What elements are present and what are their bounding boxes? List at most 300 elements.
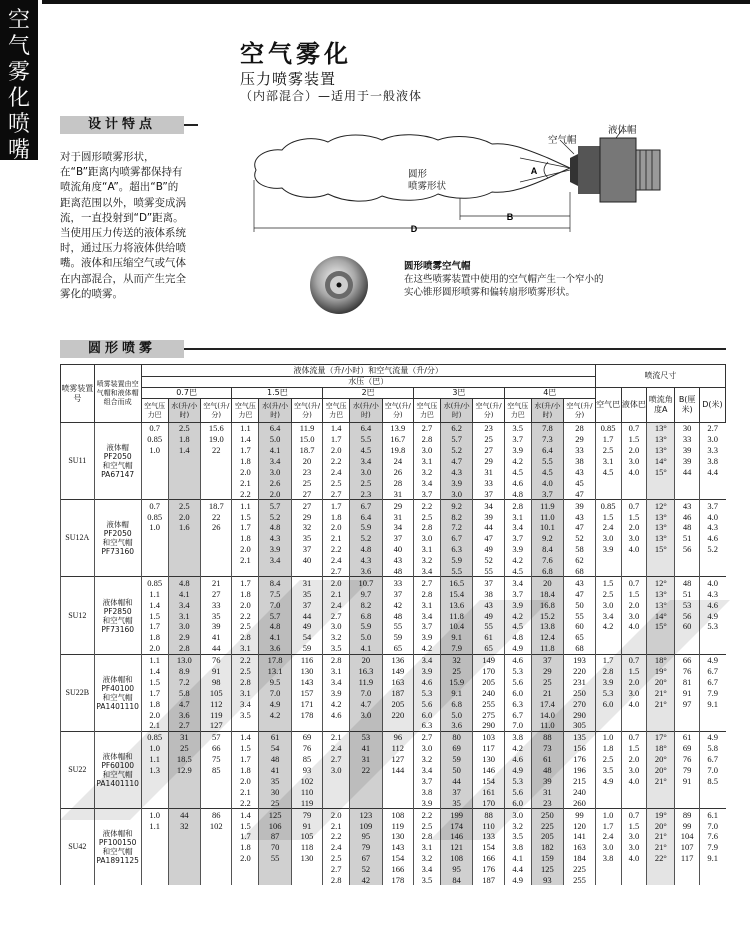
table-row [61,797,726,808]
combo-line: 和空气帽 [102,770,133,780]
cell-p3-airflow: 43 [473,599,504,610]
cell-p3-water: 121 [440,842,473,853]
cell-dim-b: 30 [675,423,700,434]
cell-dim-d [699,488,725,499]
cell-p2-air: 3.2 [323,632,350,643]
cell-p4-water: 20 [531,577,564,588]
cell-p4-air: 3.5 [504,423,531,434]
cell-p15-airflow: 130 [291,666,322,677]
cell-p07-water [168,555,201,566]
cell-dim-b: 99 [675,820,700,831]
cell-p3-water: 5.9 [440,555,473,566]
combo-line: 液体帽和 [102,674,133,684]
combo-description [94,809,141,886]
cell-p3-air: 3.0 [414,445,441,456]
cell-dim-air: 3.0 [595,533,621,544]
cell-p07-water: 18.5 [168,754,201,765]
cell-dim-d: 6.1 [699,809,725,820]
cell-p2-air: 2.1 [323,588,350,599]
cell-p07-water: 1.8 [168,434,201,445]
cell-p3-airflow: 205 [473,676,504,687]
cell-dim-liquid: 1.5 [621,666,647,677]
cell-p07-air: 0.7 [141,423,168,434]
cell-dim-b: 97 [675,698,700,709]
cell-p4-water: 7.3 [531,434,564,445]
cell-p3-water: 8.2 [440,511,473,522]
cell-p07-air: 0.85 [141,434,168,445]
cell-dim-air: 0.85 [595,423,621,434]
cell-p15-airflow: 11.9 [291,423,322,434]
cell-dim-d: 4.3 [699,588,725,599]
cell-p07-airflow [201,864,232,875]
cell-p2-airflow: 154 [382,853,413,864]
cell-p4-airflow: 29 [564,434,596,445]
cell-p2-air: 1.8 [323,511,350,522]
cell-dim-angle [647,709,675,720]
cell-dim-d: 6.7 [699,676,725,687]
cell-p4-air: 3.7 [504,533,531,544]
table-row [61,599,726,610]
combo-line: 液体帽 [106,520,129,530]
table-row [61,544,726,555]
cell-p15-air: 2.1 [232,555,259,566]
table-row [61,731,726,742]
combo-line: PA1401110 [96,701,139,711]
cell-p07-airflow: 26 [201,522,232,533]
cell-p3-airflow: 55 [473,621,504,632]
cell-p07-air: 1.0 [141,809,168,820]
table-group [61,809,726,886]
table-row [61,786,726,797]
cell-p3-airflow: 149 [473,654,504,665]
cell-p4-water: 8.4 [531,544,564,555]
cell-p3-airflow: 255 [473,698,504,709]
cell-p07-airflow [201,555,232,566]
combo-line: PF60100 [101,761,135,771]
cell-p4-air: 3.7 [504,588,531,599]
cell-p3-air: 3.2 [414,754,441,765]
cell-p4-airflow: 28 [564,423,596,434]
cell-p15-airflow: 18.7 [291,445,322,456]
cell-p3-airflow: 275 [473,709,504,720]
cell-dim-b: 117 [675,853,700,864]
cell-p4-airflow: 33 [564,445,596,456]
cell-p2-airflow: 13.9 [382,423,413,434]
cell-p3-airflow: 44 [473,522,504,533]
cell-p2-airflow: 130 [382,831,413,842]
cell-p2-airflow: 37 [382,588,413,599]
cell-p2-airflow: 40 [382,544,413,555]
subheader-air-flow-1: 空气(升/分) [291,399,322,423]
cell-p4-air: 5.3 [504,776,531,787]
cell-p15-airflow: 15.0 [291,434,322,445]
cell-p15-air: 1.1 [232,423,259,434]
cell-p4-air: 3.1 [504,511,531,522]
cell-p2-water: 123 [350,809,383,820]
cell-dim-b [675,477,700,488]
subheader-air-flow-0: 空气(升/分) [201,399,232,423]
combo-line: PF73160 [101,547,135,557]
cell-p2-airflow: 42 [382,599,413,610]
cell-p15-air: 2.2 [232,488,259,499]
label-a: A [530,166,538,176]
combo-line: 液体帽和 [102,752,133,762]
cell-p3-air: 2.7 [414,423,441,434]
cell-p4-airflow: 55 [564,610,596,621]
cell-p3-airflow: 65 [473,643,504,654]
cell-p2-air: 3.0 [323,765,350,776]
cell-p07-air: 0.85 [141,731,168,742]
cell-p2-water: 53 [350,731,383,742]
table-group [61,577,726,654]
cell-p2-airflow: 220 [382,709,413,720]
cell-dim-angle: 12° [647,500,675,511]
cell-p07-airflow: 39 [201,621,232,632]
cell-p07-airflow [201,488,232,499]
cell-dim-d [699,555,725,566]
cell-p07-airflow: 41 [201,632,232,643]
cell-p15-water: 5.7 [259,610,292,621]
cell-dim-liquid: 1.5 [621,588,647,599]
cell-p07-air: 1.0 [141,743,168,754]
table-row [61,842,726,853]
cell-dim-air: 3.9 [595,544,621,555]
cell-p3-water: 9.1 [440,632,473,643]
cell-p15-air: 2.8 [232,676,259,687]
table-row [61,467,726,478]
combo-line: PA67147 [101,470,135,480]
cell-p2-water: 8.2 [350,599,383,610]
cell-dim-air [595,477,621,488]
cell-p15-water [259,566,292,577]
cell-p4-airflow: 43 [564,467,596,478]
cell-p2-air: 2.7 [323,864,350,875]
cell-p4-airflow: 196 [564,765,596,776]
cell-p4-air: 4.2 [504,743,531,754]
cell-dim-d: 7.0 [699,820,725,831]
cell-p2-air: 2.5 [323,477,350,488]
cell-p07-air [141,853,168,864]
cell-p15-airflow: 130 [291,853,322,864]
cell-p3-airflow: 49 [473,544,504,555]
cell-p15-air: 1.7 [232,577,259,588]
combo-description [94,500,141,577]
cell-dim-b: 39 [675,456,700,467]
cell-p2-air: 2.2 [323,544,350,555]
cell-p2-airflow [382,786,413,797]
cell-p07-water: 5.8 [168,687,201,698]
cell-dim-angle [647,643,675,654]
cell-p15-air: 1.8 [232,588,259,599]
cell-p15-air: 1.7 [232,445,259,456]
cell-p2-airflow: 31 [382,511,413,522]
cell-p4-water: 31 [531,786,564,797]
combo-description [94,577,141,654]
cell-p2-airflow: 43 [382,555,413,566]
cell-dim-air: 4.2 [595,621,621,632]
cell-p3-air: 3.4 [414,610,441,621]
cell-dim-liquid [621,864,647,875]
cell-dim-angle: 20° [647,765,675,776]
cell-p15-airflow: 118 [291,842,322,853]
cell-p2-airflow: 26 [382,467,413,478]
cell-dim-d: 3.0 [699,434,725,445]
cell-p07-airflow: 105 [201,687,232,698]
cell-dim-b [675,786,700,797]
cell-p07-airflow: 22 [201,445,232,456]
cell-dim-b: 81 [675,676,700,687]
cell-p15-air: 2.8 [232,632,259,643]
cell-p3-water: 108 [440,853,473,864]
cell-p4-water: 93 [531,875,564,886]
cell-p2-water: 41 [350,743,383,754]
cell-dim-angle [647,566,675,577]
cell-p4-air: 4.6 [504,754,531,765]
cell-p3-airflow: 170 [473,666,504,677]
cell-dim-d: 5.2 [699,544,725,555]
cell-p2-air: 2.4 [323,599,350,610]
cell-p15-airflow: 44 [291,610,322,621]
cell-dim-d: 4.0 [699,511,725,522]
cell-p15-air: 1.5 [232,820,259,831]
cell-p15-water [259,720,292,731]
cell-p4-water: 18.4 [531,588,564,599]
cell-p2-water: 5.5 [350,434,383,445]
cell-p07-airflow: 127 [201,720,232,731]
cell-dim-air [595,864,621,875]
table-section-rule [184,348,726,350]
cell-p07-air: 1.4 [141,666,168,677]
cell-p07-air [141,488,168,499]
top-rule [42,0,750,4]
cell-p2-water: 5.9 [350,621,383,632]
cell-dim-b: 51 [675,533,700,544]
cell-p2-water: 109 [350,820,383,831]
header-combo: 喷雾装置由空气帽和液体帽组合而成 [94,365,141,423]
cell-p4-air: 4.9 [504,643,531,654]
cell-p2-air: 3.9 [323,687,350,698]
cell-dim-liquid: 1.5 [621,511,647,522]
cell-dim-b: 44 [675,467,700,478]
cell-p2-airflow: 136 [382,654,413,665]
cell-p3-airflow: 240 [473,687,504,698]
cell-p3-water: 44 [440,776,473,787]
cell-dim-angle: 21° [647,831,675,842]
cell-p2-airflow: 149 [382,666,413,677]
cell-p07-water: 2.8 [168,643,201,654]
cell-p4-water: 11.9 [531,500,564,511]
cell-dim-angle: 13° [647,522,675,533]
cell-p07-airflow: 66 [201,743,232,754]
cell-dim-b: 51 [675,588,700,599]
cell-p4-water: 9.2 [531,533,564,544]
cell-dim-d: 7.9 [699,842,725,853]
spray-shape-label-line1: 圆形 [408,169,428,180]
table-row [61,488,726,499]
cell-p15-water: 54 [259,743,292,754]
cell-p3-airflow: 130 [473,754,504,765]
cell-p3-airflow: 47 [473,533,504,544]
cell-p15-water: 55 [259,853,292,864]
cell-p3-air: 3.4 [414,477,441,488]
cell-p2-airflow: 108 [382,809,413,820]
cell-p07-water [168,488,201,499]
cell-p07-water: 44 [168,809,201,820]
cell-p15-water: 3.4 [259,555,292,566]
cell-dim-d: 4.3 [699,522,725,533]
header-pressure: 水压（巴） [141,377,595,388]
cell-p3-airflow: 33 [473,477,504,488]
cell-p4-air: 3.4 [504,577,531,588]
cell-p4-water: 5.5 [531,456,564,467]
cell-dim-liquid: 3.0 [621,687,647,698]
cell-p15-airflow: 76 [291,743,322,754]
cell-dim-d: 9.1 [699,698,725,709]
header-pressure-4: 4巴 [504,388,595,399]
cell-dim-liquid [621,720,647,731]
cell-dim-b [675,709,700,720]
combo-line: 液体帽 [106,443,129,453]
combo-line: PF100150 [98,838,137,848]
cell-p3-airflow: 37 [473,488,504,499]
cell-dim-liquid [621,477,647,488]
cell-p15-airflow: 116 [291,654,322,665]
cell-dim-air: 0.85 [595,500,621,511]
cell-p4-air: 4.2 [504,555,531,566]
cell-dim-air: 1.8 [595,743,621,754]
cell-p3-airflow: 27 [473,445,504,456]
cell-p2-water: 4.8 [350,544,383,555]
cell-p3-water: 10.4 [440,621,473,632]
cell-p07-airflow [201,853,232,864]
cell-p15-airflow: 119 [291,797,322,808]
cell-p07-airflow [201,875,232,886]
cell-p2-water: 16.3 [350,666,383,677]
cell-dim-d [699,797,725,808]
cell-dim-liquid: 3.0 [621,533,647,544]
cell-p4-water: 21 [531,687,564,698]
cell-p3-airflow: 133 [473,831,504,842]
cell-dim-angle: 15° [647,544,675,555]
cell-p4-air: 4.6 [504,654,531,665]
cell-p15-water: 5.2 [259,511,292,522]
cell-p2-airflow: 143 [382,842,413,853]
cell-p15-air: 1.7 [232,522,259,533]
cell-p3-water: 5.2 [440,445,473,456]
cell-p3-air: 3.1 [414,599,441,610]
cell-dim-d [699,477,725,488]
table-row [61,676,726,687]
air-cap-photo [308,254,370,316]
cell-p2-airflow: 96 [382,731,413,742]
cell-p07-water: 4.8 [168,577,201,588]
cell-p07-airflow: 98 [201,676,232,687]
cell-p4-water: 73 [531,743,564,754]
cell-p07-water: 31 [168,731,201,742]
cell-dim-d [699,864,725,875]
cell-p2-air [323,797,350,808]
cell-p4-water: 7.6 [531,555,564,566]
cell-p2-airflow: 187 [382,687,413,698]
cell-p2-water [350,720,383,731]
cell-p07-air: 1.1 [141,654,168,665]
cell-p15-air [232,566,259,577]
cell-dim-angle: 20° [647,754,675,765]
cell-p3-water: 15.4 [440,588,473,599]
cell-p3-air: 3.4 [414,765,441,776]
cell-dim-angle: 13° [647,533,675,544]
cell-p2-airflow: 33 [382,577,413,588]
cell-p15-air: 2.5 [232,621,259,632]
cell-p3-water: 9.2 [440,500,473,511]
cell-dim-liquid: 3.0 [621,831,647,842]
cell-dim-angle: 20° [647,676,675,687]
cell-p15-airflow: 171 [291,698,322,709]
cell-p3-air: 3.1 [414,544,441,555]
cell-p07-water: 3.6 [168,709,201,720]
cell-dim-d: 3.3 [699,445,725,456]
table-row [61,632,726,643]
cell-p3-airflow: 170 [473,797,504,808]
combo-line: PF2050 [103,452,132,462]
cell-p2-airflow [382,776,413,787]
page-title: 空气雾化 [240,40,352,68]
cell-p4-air: 5.6 [504,676,531,687]
cell-p15-air: 2.2 [232,654,259,665]
cell-dim-b: 56 [675,544,700,555]
subheader-air-pressure-4: 空气压力巴 [504,399,531,423]
cell-p07-air [141,555,168,566]
cell-p15-air: 2.0 [232,467,259,478]
cell-p4-air: 6.3 [504,698,531,709]
cell-p3-air: 3.9 [414,632,441,643]
cell-p07-air [141,786,168,797]
cell-p2-water [350,786,383,797]
cell-p07-air [141,864,168,875]
cell-p2-air: 4.2 [323,698,350,709]
cell-p07-air [141,477,168,488]
cell-dim-liquid: 2.0 [621,522,647,533]
cell-p07-water: 4.1 [168,588,201,599]
cell-p07-air [141,842,168,853]
cell-dim-angle: 21° [647,776,675,787]
table-row [61,621,726,632]
cell-p2-air: 1.4 [323,423,350,434]
cell-p4-air: 4.8 [504,632,531,643]
cell-p15-water: 13.1 [259,666,292,677]
cell-dim-liquid: 0.7 [621,577,647,588]
cell-dim-angle: 19° [647,809,675,820]
cell-p4-air: 4.5 [504,621,531,632]
combo-line: PF2050 [103,529,132,539]
cell-p4-airflow: 68 [564,566,596,577]
cell-p2-airflow: 34 [382,522,413,533]
cell-p4-airflow: 47 [564,488,596,499]
label-d: D [410,224,418,234]
cell-dim-liquid: 2.0 [621,676,647,687]
cell-dim-d: 3.8 [699,456,725,467]
cell-p3-airflow: 166 [473,853,504,864]
cell-p15-airflow: 27 [291,488,322,499]
cell-p2-water: 6.8 [350,610,383,621]
cell-p2-air: 2.0 [323,445,350,456]
cell-p3-air: 2.2 [414,500,441,511]
cell-p3-water: 16.5 [440,577,473,588]
cell-dim-air: 3.0 [595,842,621,853]
table-row [61,533,726,544]
cell-dim-b: 89 [675,809,700,820]
cell-p3-water: 3.0 [440,488,473,499]
